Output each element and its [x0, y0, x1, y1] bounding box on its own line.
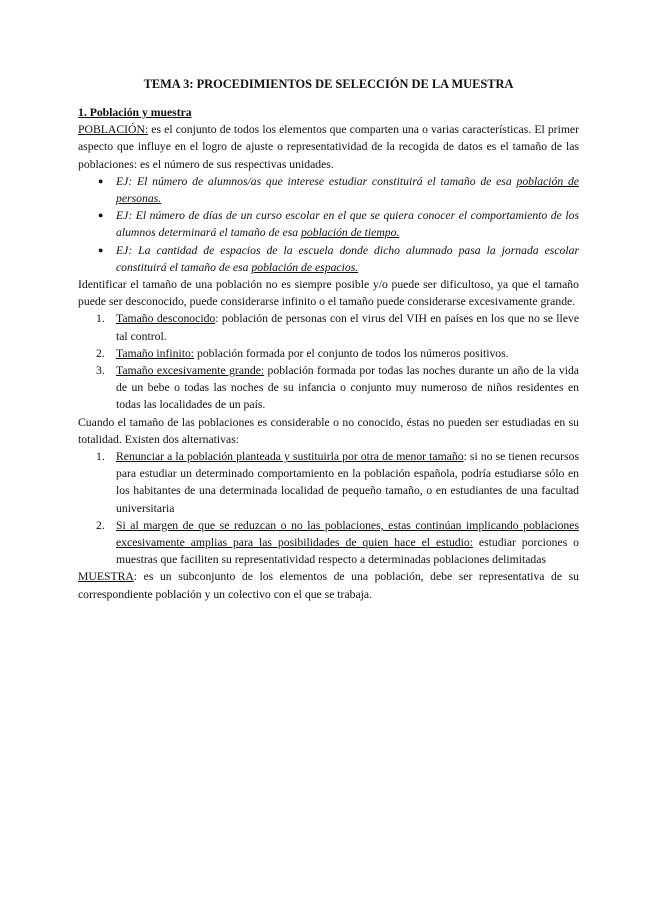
list-item — [116, 207, 579, 241]
alternatives-list — [78, 448, 579, 568]
bullet-underlined-text: población de espacios. — [251, 260, 359, 274]
muestra-term: MUESTRA — [78, 570, 134, 584]
list-item — [116, 242, 579, 276]
list-number: 1. — [96, 312, 105, 326]
list-item — [116, 173, 579, 207]
section-heading: 1. Población y muestra — [78, 106, 192, 119]
list-item — [96, 345, 579, 362]
list-item — [96, 362, 579, 414]
page-title: TEMA 3: PROCEDIMIENTOS DE SELECCIÓN DE LA MUESTRA — [143, 77, 514, 91]
list-term: Tamaño excesivamente grande: — [116, 364, 265, 378]
list-number: 2. — [96, 346, 105, 360]
size-types-list — [78, 310, 579, 413]
bullet-text: EJ: El número de días de un curso escolar en el que se quiera conocer el comportamiento de los alumnos determinará el tamaño de esa — [116, 209, 579, 240]
list-number: 1. — [96, 450, 105, 464]
poblacion-paragraph — [78, 121, 579, 173]
list-term: Tamaño desconocido — [116, 312, 216, 326]
list-text: población formada por todas las noches durante un año de la vida de un bebe o todas las noches de su infancia o conjunto muy numeroso de niños residentes en todas las localidades de un país. — [116, 364, 579, 412]
size-paragraph: Identificar el tamaño de una población no es siempre posible y/o puede ser dificultoso, ya que el tamaño puede ser desconocido, puede considerarse infinito o el tamaño puede considerarse excesivamente grande. — [78, 278, 579, 309]
list-term: Renunciar a la población planteada y sustituirla por otra de menor tamaño — [116, 450, 464, 464]
bullet-underlined-text: población de tiempo. — [301, 226, 400, 240]
list-number: 2. — [96, 518, 105, 532]
document-page — [0, 74, 655, 922]
alternatives-paragraph: Cuando el tamaño de las poblaciones es considerable o no conocido, éstas no pueden ser estudiadas en su totalidad. Existen dos alternativas: — [78, 415, 579, 446]
list-item — [96, 517, 580, 569]
list-text: población formada por el conjunto de todos los números positivos. — [194, 346, 509, 360]
list-item — [96, 310, 580, 344]
bullet-underlined-text: población de personas. — [116, 174, 579, 206]
bullet-text: EJ: La cantidad de espacios de la escuela donde dicho alumnado pasa la jornada escolar constituirá el tamaño de esa — [116, 243, 579, 274]
poblacion-term: POBLACIÓN: — [78, 123, 149, 137]
muestra-definition: : es un subconjunto de los elementos de una población, debe ser representativa de su correspondiente población y un colectivo con el que se trabaja. — [78, 570, 579, 601]
list-text: : población de personas con el virus del VIH en países en los que no se lleve tal control. — [116, 312, 580, 343]
list-term: Si al margen de que se reduzcan o no las poblaciones, estas continúan implicando poblaciones excesivamente amplias para las posibilidades de quien hace el estudio: — [116, 518, 579, 550]
list-term: Tamaño infinito: — [116, 346, 195, 360]
poblacion-definition: es el conjunto de todos los elementos que comparten una o varias características. El primer aspecto que influye en el logro de ajuste o representatividad de la recogida de datos es el tamaño de las poblaciones: es el número de sus respectivas unidades. — [78, 123, 579, 171]
example-bullet-list — [78, 173, 579, 276]
list-number: 3. — [96, 364, 105, 378]
bullet-text: EJ: El número de alumnos/as que interese estudiar constituirá el tamaño de esa — [116, 174, 517, 188]
list-text: : si no se tienen recursos para estudiar un determinado comportamiento en la población española, podría estudiarse sólo en los habitantes de una determinada localidad de pequeño tamaño, o en estudiantes de una facultad universitaria — [116, 450, 580, 515]
list-item — [96, 448, 580, 517]
muestra-paragraph — [78, 568, 579, 602]
list-text: estudiar porciones o muestras que faciliten su representatividad respecto a determinadas poblaciones delimitadas — [116, 536, 580, 567]
